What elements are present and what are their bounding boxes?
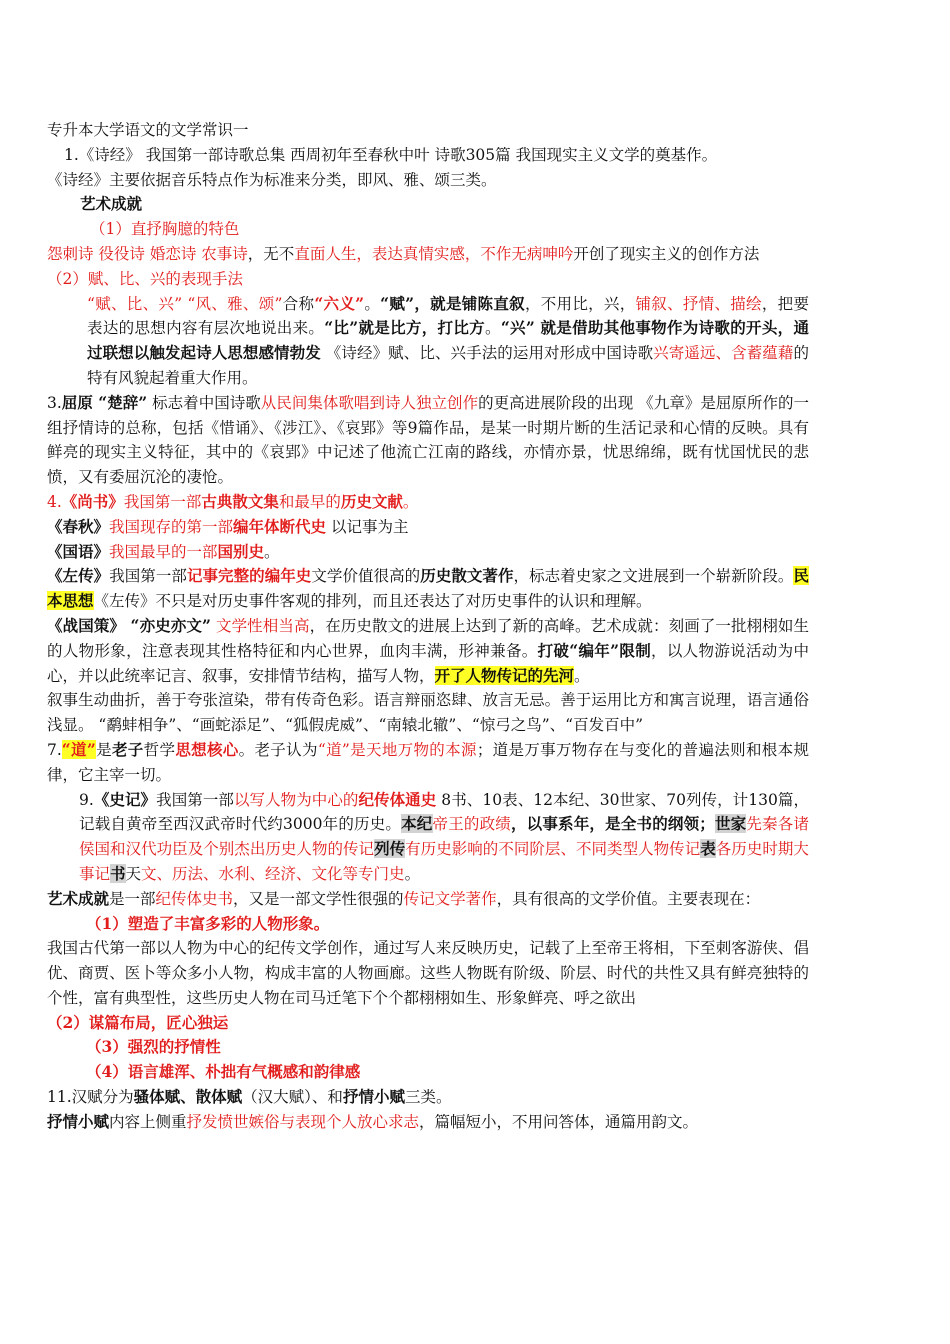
art-achievement-heading: 艺术成就 bbox=[80, 194, 143, 214]
shiji-section: 9.《史记》我国第一部以写人物为中心的纪传体通史 8书、10表、12本纪、30世家、70列传，计130篇，记载自黄帝至西汉武帝时代约3000年的历史。本纪帝王的政绩，以事系年，是全书的纲领；世家先秦各诸侯国和汉代功臣及个别杰出历史人物的传记列传有历史影响的不同阶层、不同类型人物传记表各历史时期大事记书天文、历法、水利、经济、文化等专门史。 bbox=[79, 789, 809, 883]
shijing-intro: 1.《诗经》 我国第一部诗歌总集 西周初年至春秋中叶 诗歌305篇 我国现实主义文学的奠基作。 bbox=[64, 145, 718, 164]
quyuan-section: 3.屈原 “楚辞” 标志着中国诗歌从民间集体歌唱到诗人独立创作的更高进展阶段的出现 《九章》是屈原所作的一组抒情诗的总称，包括《惜诵》、《涉江》、《哀郢》等9篇作品，是某一时期片断的生活记录和心情的反映。具有鲜亮的现实主义特征，其中的《哀郢》中记述了他流亡江南的路线，亦情亦景，忧思绵绵，既有忧国忧民的悲愤，又有委屈沉沦的凄怆。 bbox=[47, 392, 809, 487]
shijing-point-1-text: 怨刺诗 役役诗 婚恋诗 农事诗，无不直面人生，表达真情实感，不作无病呻吟开创了现实主义的创作方法 bbox=[47, 244, 760, 263]
shiji-art-achievement: 艺术成就是一部纪传体史书，又是一部文学性很强的传记文学著作，具有很高的文学价值。主要表现在： bbox=[47, 888, 761, 908]
shijing-point-2: （2）赋、比、兴的表现手法 bbox=[47, 269, 243, 288]
guoyu-line: 《国语》我国最早的一部国别史。 bbox=[47, 541, 280, 561]
shiji-point-3: （3）强烈的抒情性 bbox=[86, 1037, 221, 1057]
highlight-biography: 开了人物传记的先河 bbox=[434, 665, 575, 685]
highlight-minben: 民本思想 bbox=[47, 566, 809, 611]
zhanguoce-section-2: 叙事生动曲折，善于夸张渲染，带有传奇色彩。语言辩丽恣肆、放言无忌。善于运用比方和寓言说理，语言通俗浅显。 “鹬蚌相争”、“画蛇添足”、“狐假虎威”、“南辕北辙”、“惊弓之鸟”、“百发百中” bbox=[47, 691, 809, 735]
zhanguoce-section: 《战国策》 “亦史亦文” 文学性相当高，在历史散文的进展上达到了新的高峰。艺术成就：刻画了一批栩栩如生的人物形象，注意表现其性格特征和内心世界，血肉丰满，形神兼备。打破“编年”限制，以人物游说活动为中心，并以此统率记言、叙事，安排情节结构，描写人物，开了人物传记的先河。 bbox=[47, 615, 809, 685]
shangshu-line: 4.《尚书》我国第一部古典散文集和最早的历史文献。 bbox=[47, 491, 419, 511]
shiji-point-1: （1）塑造了丰富多彩的人物形象。 bbox=[86, 913, 330, 933]
shijing-point-2-text: “赋、比、兴” “风、雅、颂”合称“六义”。“赋”，就是铺陈直叙，不用比，兴，铺叙、抒情、描绘，把要表达的思想内容有层次地说出来。“比”就是比方，打比方。“兴” 就是借助其他事物作为诗歌的开头，通过联想以触发起诗人思想感情勃发 《诗经》赋、比、兴手法的运用对形成中国诗歌兴寄遥远、含蓄蕴藉的特有风貌起着重大作用。 bbox=[87, 293, 809, 387]
hanfu-section: 11.汉赋分为骚体赋、散体赋（汉大赋）、和抒情小赋三类。 bbox=[47, 1087, 452, 1107]
chunqiu-line: 《春秋》我国现存的第一部编年体断代史 以记事为主 bbox=[47, 516, 409, 536]
hanfu-lyric-line: 抒情小赋内容上侧重抒发愤世嫉俗与表现个人放心求志，篇幅短小，不用问答体，通篇用韵文。 bbox=[47, 1111, 699, 1131]
shiji-point-2: （2）谋篇布局，匠心独运 bbox=[47, 1012, 229, 1032]
page-title: 专升本大学语文的文学常识一 bbox=[47, 121, 249, 139]
zuozhuan-section: 《左传》我国第一部记事完整的编年史文学价值很高的历史散文著作，标志着史家之文进展到一个崭新阶段。民本思想《左传》不只是对历史事件客观的排列，而且还表达了对历史事件的认识和理解。 bbox=[47, 566, 809, 611]
shijing-point-1: （1）直抒胸臆的特色 bbox=[90, 220, 240, 239]
shiji-point-4: （4）语言雄浑、朴拙有气概感和韵律感 bbox=[86, 1062, 361, 1082]
highlight-dao: “道” bbox=[61, 739, 96, 759]
document-body bbox=[47, 118, 809, 1135]
dao-section: 7.“道”是老子哲学思想核心。老子认为“道”是天地万物的本源；道是万事万物存在与变化的普遍法则和根本规律，它主宰一切。 bbox=[47, 739, 809, 784]
shijing-classification: 《诗经》主要依据音乐特点作为标准来分类，即风、雅、颂三类。 bbox=[47, 170, 497, 189]
shiji-point-1-text: 我国古代第一部以人物为中心的纪传文学创作，通过写人来反映历史，记载了上至帝王将相，下至刺客游侠、倡优、商贾、医卜等众多小人物，构成丰富的人物画廊。这些人物既有阶级、阶层、时代的共性又具有鲜亮独特的个性，富有典型性，这些历史人物在司马迁笔下个个都栩栩如生、形象鲜亮、呼之欲出 bbox=[47, 939, 809, 1007]
